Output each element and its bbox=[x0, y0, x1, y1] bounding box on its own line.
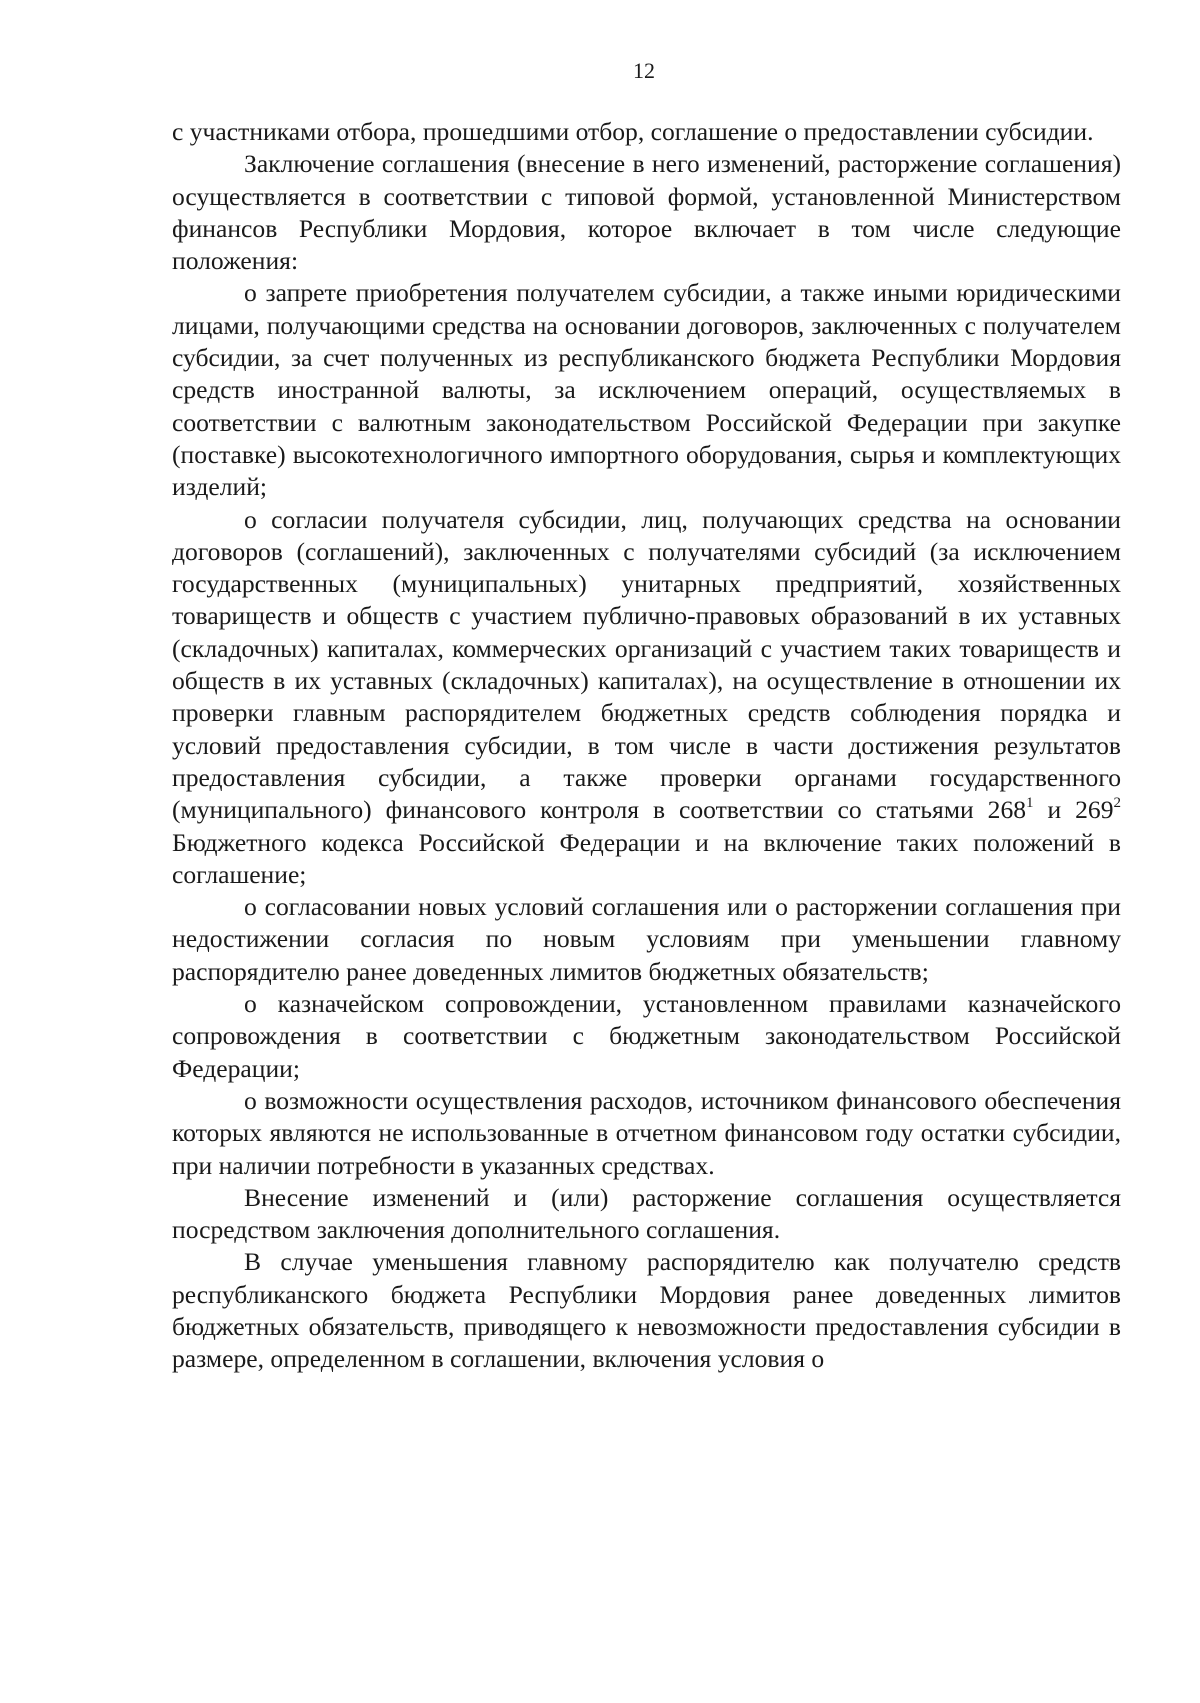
paragraph-3: о запрете приобретения получателем субсидии, а также иными юридическими лицами, получающими средства на основании договоров, заключенных с получателем субсидии, за счет полученных из республиканского бюджета Республики Мордовия средств иностранной валюты, за исключением операций, осуществляемых в соответствии с валютным законодательством Российской Федерации при закупке (поставке) высокотехнологичного импортного оборудования, сырья и комплектующих изделий; bbox=[172, 278, 1121, 502]
paragraph-4-text-mid: и 269 bbox=[1033, 795, 1114, 825]
paragraph-5: о согласовании новых условий соглашения или о расторжении соглашения при недостижении согласия по новым условиям при уменьшении главному распорядителю ранее доведенных лимитов бюджетных обязательств; bbox=[172, 892, 1121, 986]
paragraph-1: с участниками отбора, прошедшими отбор, соглашение о предоставлении субсидии. bbox=[172, 117, 1094, 146]
paragraph-4 bbox=[172, 504, 1121, 892]
paragraph-6: о казначейском сопровождении, установленном правилами казначейского сопровождения в соответствии с бюджетным законодательством Российской Федерации; bbox=[172, 989, 1121, 1083]
superscript-2: 2 bbox=[1113, 794, 1122, 811]
paragraph-8: Внесение изменений и (или) расторжение соглашения осуществляется посредством заключения дополнительного соглашения. bbox=[172, 1182, 1121, 1245]
paragraph-4-text-before: о согласии получателя субсидии, лиц, получающих средства на основании договоров (соглашений), заключенных с получателями субсидий (за исключением государственных (муниципальных) унитарных предприятий, хозяйственных товариществ и обществ с участием публично-правовых образований в их уставных (складочных) капиталах, коммерческих организаций с участием таких товариществ и обществ в их уставных (складочных) капиталах), на осуществление в отношении их проверки главным распорядителем бюджетных средств соблюдения порядка и условий предоставления субсидии, в том числе в части достижения результатов предоставления субсидии, а также проверки органами государственного (муниципального) финансового контроля в соответствии со статьями 268 bbox=[172, 504, 1121, 825]
paragraph-4-text-after: Бюджетного кодекса Российской Федерации и на включение таких положений в соглашение; bbox=[172, 827, 1121, 889]
superscript-1: 1 bbox=[1026, 794, 1034, 811]
paragraph-9: В случае уменьшения главному распорядителю как получателю средств республиканского бюджета Республики Мордовия ранее доведенных лимитов бюджетных обязательств, приводящего к невозможности предоставления субсидии в размере, определенном в соглашении, включения условия о bbox=[172, 1247, 1121, 1374]
paragraph-7: о возможности осуществления расходов, источником финансового обеспечения которых являются не использованные в отчетном финансовом году остатки субсидии, при наличии потребности в указанных средствах. bbox=[172, 1085, 1121, 1180]
page-number: 12 bbox=[633, 58, 655, 83]
document-body bbox=[172, 116, 1121, 1376]
paragraph-2: Заключение соглашения (внесение в него изменений, расторжение соглашения) осуществляется в соответствии с типовой формой, установленной Министерством финансов Республики Мордовия, которое включает в том числе следующие положения: bbox=[172, 149, 1121, 276]
